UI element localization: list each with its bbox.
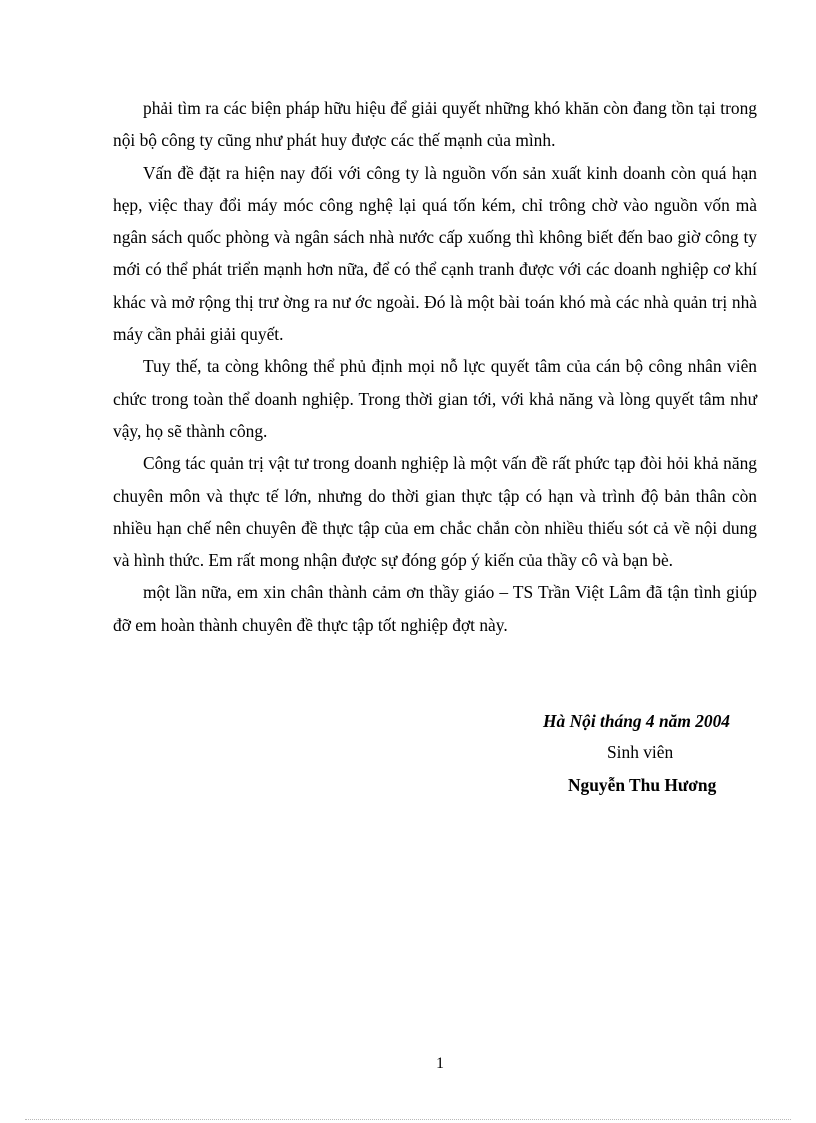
- signature-date: Hà Nội tháng 4 năm 2004: [543, 711, 730, 731]
- page-number: 1: [436, 1055, 444, 1072]
- signature-role: Sinh viên: [607, 742, 674, 762]
- paragraph-3: Tuy thế, ta còng không thể phủ định mọi nỗ lực quyết tâm của cán bộ công nhân viên chức trong toàn thể doanh nghiệp. Trong thời gian tới, với khả năng và lòng quyết tâm như vậy, họ sẽ thành công.: [113, 356, 757, 441]
- page-bottom-divider: [25, 1119, 791, 1120]
- paragraph-5: một lần nữa, em xin chân thành cảm ơn thầy giáo – TS Trần Việt Lâm đã tận tình giúp đỡ em hoàn thành chuyên đề thực tập tốt nghiệp đợt này.: [113, 582, 757, 635]
- paragraph-2: Vấn đề đặt ra hiện nay đối với công ty là nguồn vốn sản xuất kinh doanh còn quá hạn hẹp, việc thay đổi máy móc công nghệ lại quá tốn kém, chỉ trông chờ vào nguồn vốn mà ngân sách quốc phòng và ngân sách nhà nước cấp xuống thì không biết đến bao giờ công ty mới có thể phát triển mạnh hơn nữa, để có thể cạnh tranh được với các doanh nghiệp cơ khí khác và mở rộng thị trư ờng ra nư ớc ngoài. Đó là một bài toán khó mà các nhà quản trị nhà máy cần phải giải quyết.: [113, 162, 757, 345]
- paragraph-4: Công tác quản trị vật tư trong doanh nghiệp là một vấn đề rất phức tạp đòi hỏi khả năng chuyên môn và thực tế lớn, nhưng do thời gian thực tập có hạn và trình độ bản thân còn nhiều hạn chế nên chuyên đề thực tập của em chắc chắn còn nhiều thiếu sót cả về nội dung và hình thức. Em rất mong nhận được sự đóng góp ý kiến của thầy cô và bạn bè.: [113, 453, 757, 571]
- signature-name: Nguyễn Thu Hương: [568, 775, 717, 795]
- paragraph-1: phải tìm ra các biện pháp hữu hiệu để giải quyết những khó khăn còn đang tồn tại trong nội bộ công ty cũng như phát huy được các thế mạnh của mình.: [113, 98, 757, 151]
- body-text: [113, 92, 757, 641]
